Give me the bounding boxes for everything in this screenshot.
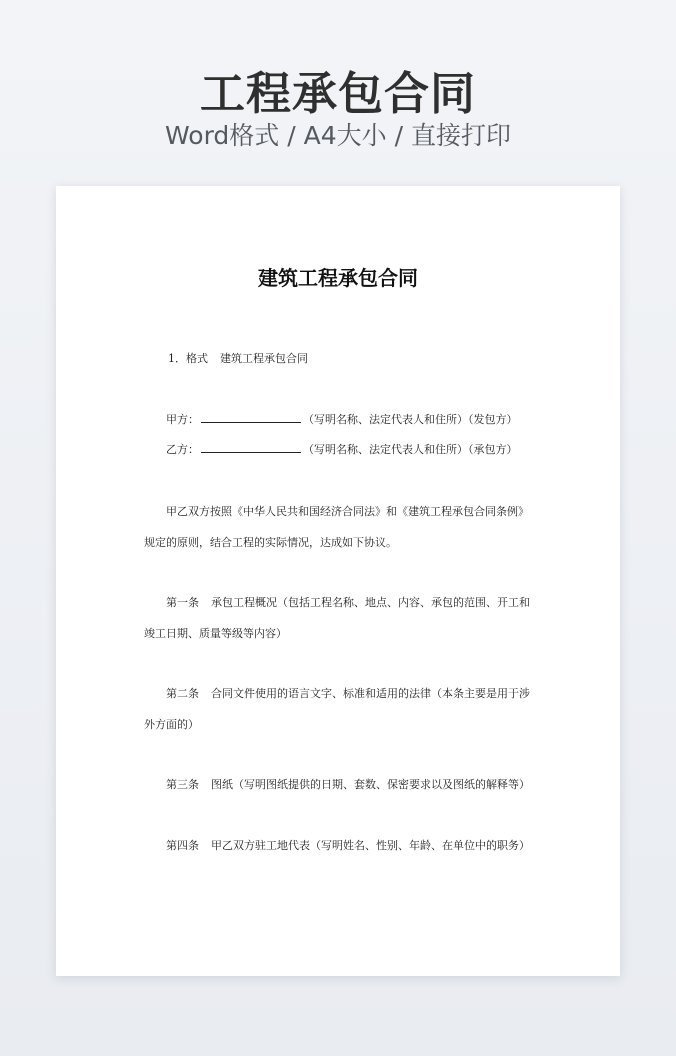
document-title: 建筑工程承包合同 [258,266,418,290]
party-a-line [166,411,518,429]
article-3-text: 图纸（写明图纸提供的日期、套数、保密要求以及图纸的解释等） [211,778,530,791]
article-2-number: 第二条 [166,687,199,700]
article-4-text: 甲乙双方驻工地代表（写明姓名、性别、年龄、在单位中的职务） [211,839,530,852]
party-b-blank [201,442,301,453]
article-1-number: 第一条 [166,596,199,609]
article-1 [144,587,536,649]
format-label: 1．格式 [168,352,208,365]
article-4 [144,830,536,861]
article-2-text: 合同文件使用的语言文字、标准和适用的法律（本条主要是用于涉外方面的） [144,687,530,731]
party-b-line [166,441,518,459]
party-a-blank [201,412,301,423]
party-a-note: （写明名称、法定代表人和住所）（发包方） [303,413,518,426]
party-b-note: （写明名称、法定代表人和住所）（承包方） [303,443,518,456]
banner-title: 工程承包合同 [199,67,476,120]
article-2 [144,678,536,740]
format-value: 建筑工程承包合同 [220,352,308,365]
article-1-text: 承包工程概况（包括工程名称、地点、内容、承包的范围、开工和竣工日期、质量等级等内容） [144,596,530,640]
format-line [168,350,308,368]
party-b-label: 乙方： [166,443,199,456]
article-4-number: 第四条 [166,839,199,852]
article-3 [144,769,536,800]
banner-subtitle: Word格式 / A4大小 / 直接打印 [165,121,511,150]
preamble-paragraph: 甲乙双方按照《中华人民共和国经济合同法》和《建筑工程承包合同条例》规定的原则，结合工程的实际情况，达成如下协议。 [144,505,529,549]
document-page [56,186,620,976]
party-a-label: 甲方： [166,413,199,426]
article-3-number: 第三条 [166,778,199,791]
